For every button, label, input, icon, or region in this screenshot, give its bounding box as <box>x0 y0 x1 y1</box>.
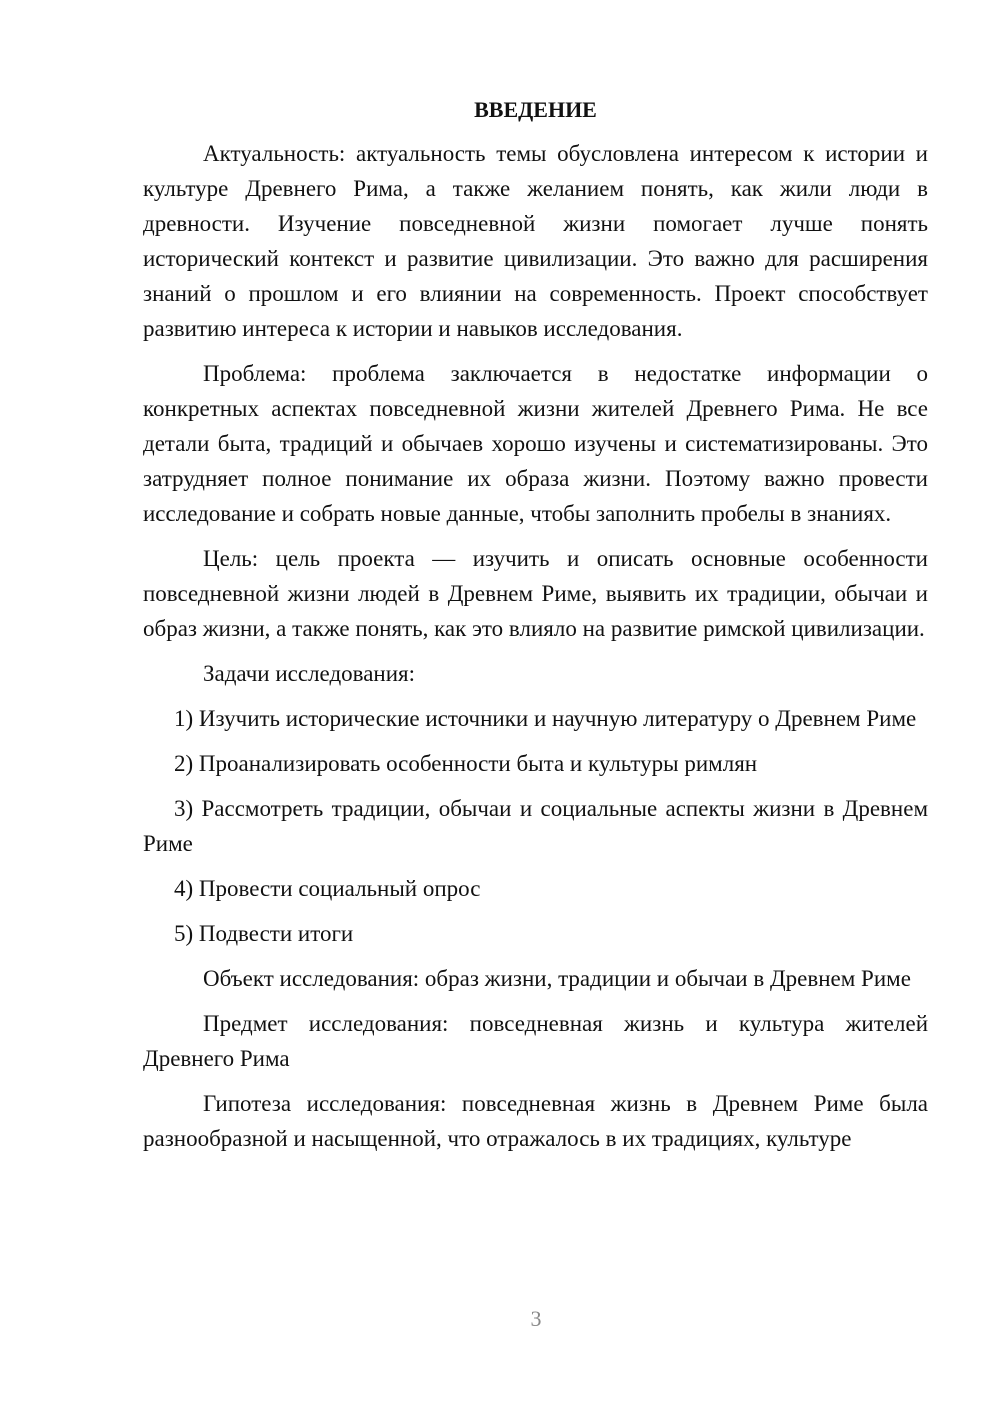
paragraph-hypothesis: Гипотеза исследования: повседневная жизнь в Древнем Риме была разнообразной и насыщенной, что отражалось в их традициях, культуре <box>143 1091 928 1151</box>
task-item: 3) Рассмотреть традиции, обычаи и социальные аспекты жизни в Древнем Риме <box>143 796 928 856</box>
paragraph-problem: Проблема: проблема заключается в недостатке информации о конкретных аспектах повседневной жизни жителей Древнего Рима. Не все детали быта, традиций и обычаев хорошо изучены и систематизированы. Это затрудняет полное понимание их образа жизни. Поэтому важно провести исследование и собрать новые данные, чтобы заполнить пробелы в знаниях. <box>143 361 928 526</box>
document-page <box>143 95 928 1166</box>
paragraph-subject: Предмет исследования: повседневная жизнь и культура жителей Древнего Рима <box>143 1011 928 1071</box>
paragraph-relevance: Актуальность: актуальность темы обусловлена интересом к истории и культуре Древнего Рима, а также желанием понять, как жили люди в древности. Изучение повседневной жизни помогает лучше понять исторический контекст и развитие цивилизации. Это важно для расширения знаний о прошлом и его влиянии на современность. Проект способствует развитию интереса к истории и навыков исследования. <box>143 141 928 341</box>
task-item: 5) Подвести итоги <box>174 921 354 946</box>
task-item: 4) Провести социальный опрос <box>174 876 481 901</box>
task-item: 2) Проанализировать особенности быта и культуры римлян <box>174 751 758 776</box>
tasks-list <box>143 701 928 951</box>
paragraph-object: Объект исследования: образ жизни, традиции и обычаи в Древнем Риме <box>203 966 911 991</box>
task-item: 1) Изучить исторические источники и научную литературу о Древнем Риме <box>174 706 917 731</box>
paragraph-goal: Цель: цель проекта — изучить и описать основные особенности повседневной жизни людей в Древнем Риме, выявить их традиции, обычаи и образ жизни, а также понять, как это влияло на развитие римской цивилизации. <box>143 546 928 641</box>
tasks-heading: Задачи исследования: <box>203 661 416 686</box>
page-title: ВВЕДЕНИЕ <box>474 97 597 122</box>
page-number: 3 <box>530 1306 542 1331</box>
